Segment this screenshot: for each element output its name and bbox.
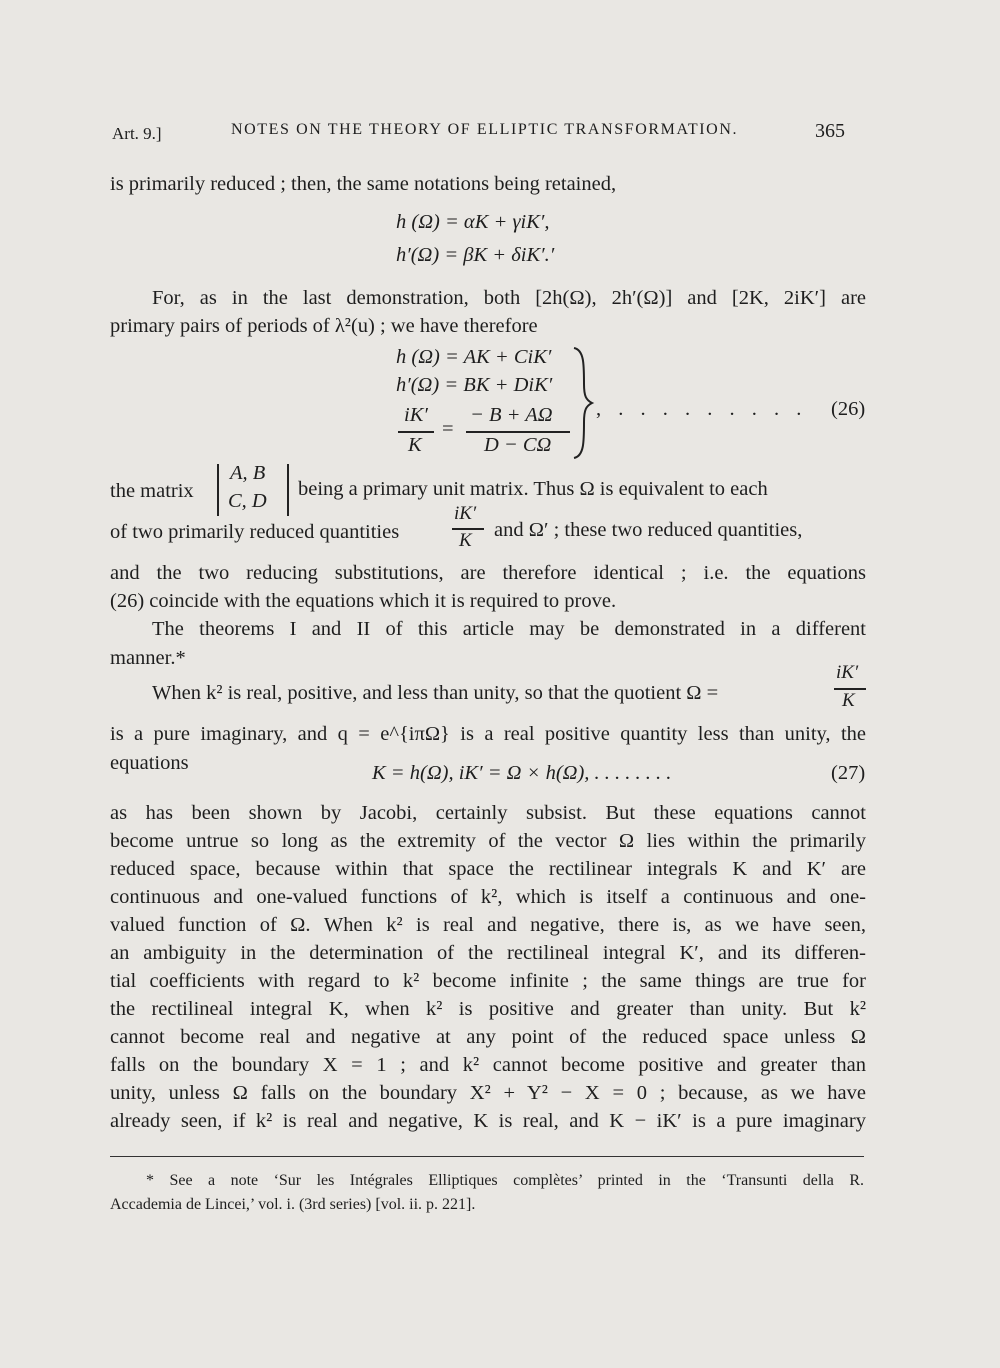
text-line: the matrix [110,480,194,502]
fraction-bar [398,431,434,433]
text-line: The theorems I and II of this article may be demonstrated in a different [152,618,866,640]
equation-line: h (Ω) = αK + γiK′, [396,211,550,233]
page-number: 365 [815,120,845,142]
running-title: NOTES ON THE THEORY OF ELLIPTIC TRANSFORMATION. [231,121,739,138]
text-line: unity, unless Ω falls on the boundary X² + Y² − X = 0 ; because, as we have [110,1082,866,1104]
fraction-denominator: D − CΩ [484,434,552,456]
text-line: and the two reducing substitutions, are therefore identical ; i.e. the equations [110,562,866,584]
equation-number: (27) [831,762,866,784]
equation-line: h (Ω) = AK + CiK′ [396,346,552,368]
fraction-denominator: K [459,530,472,551]
matrix-bar [217,464,219,516]
fraction-numerator: iK′ [454,503,477,524]
text-line: reduced space, because within that space the rectilinear integrals K and K′ are [110,858,866,880]
text-line: continuous and one-valued functions of k², which is itself a continuous and one- [110,886,866,908]
text-line: cannot become real and negative at any point of the reduced space unless Ω [110,1026,866,1048]
fraction-denominator: K [408,434,422,456]
fraction-numerator: iK′ [836,662,859,683]
text-line: valued function of Ω. When k² is real and negative, there is, as we have seen, [110,914,866,936]
text-line: as has been shown by Jacobi, certainly subsist. But these equations cannot [110,802,866,824]
text-line: of two primarily reduced quantities [110,521,400,543]
fraction-bar [466,431,570,433]
text-line: equations [110,752,189,774]
matrix-bar [287,464,289,516]
matrix-row: A, B [230,462,266,484]
matrix-row: C, D [228,490,267,512]
text-line: For, as in the last demonstration, both [2h(Ω), 2h′(Ω)] and [2K, 2iK′] are [152,287,866,309]
equals-sign: = [442,418,454,440]
equation-number: (26) [831,398,866,420]
equation-line: K = h(Ω), iK′ = Ω × h(Ω), . . . . . . . . [372,762,672,784]
text-line: is primarily reduced ; then, the same notations being retained, [110,173,617,195]
equation-line: h′(Ω) = βK + δiK′.′ [396,244,555,266]
text-line: already seen, if k² is real and negative, K is real, and K − iK′ is a pure imaginary [110,1110,866,1132]
text-line: When k² is real, positive, and less than unity, so that the quotient Ω = [152,682,719,704]
fraction-numerator: iK′ [404,404,428,426]
fraction-numerator: − B + AΩ [470,404,553,426]
leader-dots: , . . . . . . . . . [596,398,808,420]
right-brace-icon [566,344,596,462]
text-line: primary pairs of periods of λ²(u) ; we have therefore [110,315,538,337]
text-line: (26) coincide with the equations which it is required to prove. [110,590,617,612]
footnote-line: * See a note ‘Sur les Intégrales Elliptiques complètes’ printed in the ‘Transunti della R. [146,1172,864,1189]
text-line: falls on the boundary X = 1 ; and k² cannot become positive and greater than [110,1054,866,1076]
footnote-line: Accademia de Lincei,’ vol. i. (3rd series) [vol. ii. p. 221]. [110,1196,476,1213]
text-line: the rectilineal integral K, when k² is positive and greater than unity. But k² [110,998,866,1020]
text-line: an ambiguity in the determination of the rectilineal integral K′, and its differen- [110,942,866,964]
text-line: and Ω′ ; these two reduced quantities, [494,519,803,541]
equation-line: h′(Ω) = BK + DiK′ [396,374,553,396]
text-line: is a pure imaginary, and q = e^{iπΩ} is a real positive quantity less than unity, the [110,723,866,745]
text-line: manner.* [110,647,186,669]
article-label: Art. 9.] [112,124,162,143]
text-line: being a primary unit matrix. Thus Ω is equivalent to each [298,478,768,500]
text-line: become untrue so long as the extremity of the vector Ω lies within the primarily [110,830,866,852]
fraction-denominator: K [842,690,855,711]
footnote-rule [110,1156,864,1157]
text-line: tial coefficients with regard to k² become infinite ; the same things are true for [110,970,866,992]
